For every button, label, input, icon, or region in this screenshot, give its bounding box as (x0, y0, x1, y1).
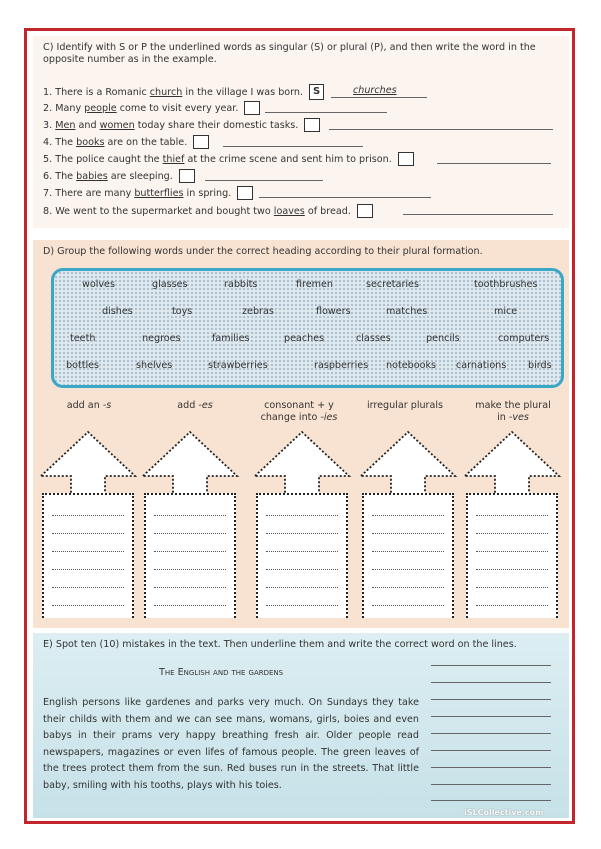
answer-box[interactable] (179, 169, 195, 183)
answer-line[interactable] (265, 112, 387, 113)
word: computers (498, 333, 550, 344)
word: carnations (456, 360, 507, 371)
answer-line[interactable] (223, 146, 363, 147)
word: bottles (66, 360, 100, 371)
word: birds (528, 360, 552, 371)
correction-line[interactable] (431, 800, 551, 801)
answer-column-add-es[interactable] (144, 493, 236, 618)
word: rabbits (224, 279, 258, 290)
answer-box[interactable] (244, 101, 260, 115)
exercise-item-7: 7. There are many butterflies in spring. (43, 186, 253, 200)
category-arrows (33, 428, 569, 496)
exercise-item-5: 5. The police caught the thief at the crime scene and sent him to prison. (43, 152, 414, 166)
watermark: iSLCollective.com (464, 808, 544, 817)
word: firemen (296, 279, 334, 290)
answer-box[interactable] (304, 118, 320, 132)
correction-line[interactable] (431, 699, 551, 700)
answer-column-ves[interactable] (466, 493, 558, 618)
answer-column-add-s[interactable] (42, 493, 134, 618)
correction-line[interactable] (431, 665, 551, 666)
exercise-item-1: 1. There is a Romanic church in the village I was born. S (43, 84, 324, 100)
correction-line[interactable] (431, 750, 551, 751)
word: pencils (426, 333, 460, 344)
answer-line[interactable] (403, 214, 553, 215)
word: wolves (82, 279, 115, 290)
word: teeth (70, 333, 96, 344)
section-e-instruction: E) Spot ten (10) mistakes in the text. Then underline them and write the correct word on the lines. (43, 639, 517, 650)
example-answer: churches (353, 85, 397, 96)
answer-box[interactable]: S (309, 84, 324, 100)
word: negroes (142, 333, 181, 344)
answer-column-ies[interactable] (256, 493, 348, 618)
word: classes (356, 333, 391, 344)
section-c (33, 36, 569, 228)
answer-line[interactable] (331, 97, 427, 98)
word-bank (51, 268, 564, 388)
word: zebras (242, 306, 274, 317)
section-e (33, 633, 569, 818)
heading-add-es: add -es (177, 400, 213, 411)
word: peaches (284, 333, 325, 344)
word: secretaries (366, 279, 419, 290)
section-d (33, 240, 569, 628)
correction-line[interactable] (431, 733, 551, 734)
answer-line[interactable] (329, 129, 553, 130)
answer-box[interactable] (193, 135, 209, 149)
word: glasses (152, 279, 188, 290)
correction-line[interactable] (431, 784, 551, 785)
answer-box[interactable] (398, 152, 414, 166)
text-title: The English and the gardens (159, 667, 284, 678)
heading-ves: make the plural in -ves (475, 400, 551, 424)
word: notebooks (386, 360, 436, 371)
word: raspberries (314, 360, 369, 371)
answer-box[interactable] (357, 204, 373, 218)
section-c-instruction: C) Identify with S or P the underlined words as singular (S) or plural (P), and then write the word in the opposite number as in the example. (43, 42, 536, 65)
word: shelves (136, 360, 173, 371)
answer-box[interactable] (237, 186, 253, 200)
exercise-item-6: 6. The babies are sleeping. (43, 169, 195, 183)
text-paragraph: English persons like gardenes and parks very much. On Sundays they take their childs with them and we can see mans, womans, girls, boies and even babys in their prams very happy breathing fresh air. Older people read newspapers, magazines or even lifes of famous people. The green leaves of the trees protect them from the sun. Red buses run in the streets. That little baby, smiling with his tooths, plays with his toies. (43, 697, 419, 791)
answer-line[interactable] (437, 163, 551, 164)
word: flowers (316, 306, 351, 317)
correction-line[interactable] (431, 767, 551, 768)
answer-line[interactable] (205, 180, 323, 181)
answer-column-irregular[interactable] (362, 493, 454, 618)
word: dishes (102, 306, 133, 317)
heading-irregular: irregular plurals (366, 400, 444, 411)
heading-add-s: add an -s (66, 400, 112, 411)
section-d-instruction: D) Group the following words under the correct heading according to their plural formation. (43, 246, 483, 257)
exercise-item-4: 4. The books are on the table. (43, 135, 209, 149)
correction-line[interactable] (431, 716, 551, 717)
word: toothbrushes (474, 279, 538, 290)
heading-consonant-y: consonant + y change into -ies (260, 400, 338, 424)
word: toys (172, 306, 193, 317)
exercise-item-2: 2. Many people come to visit every year. (43, 101, 260, 115)
word: families (212, 333, 250, 344)
answer-line[interactable] (259, 197, 431, 198)
correction-line[interactable] (431, 682, 551, 683)
word: matches (386, 306, 428, 317)
word: strawberries (208, 360, 268, 371)
exercise-item-8: 8. We went to the supermarket and bought two loaves of bread. (43, 204, 373, 218)
word: mice (494, 306, 518, 317)
exercise-item-3: 3. Men and women today share their domestic tasks. (43, 118, 320, 132)
